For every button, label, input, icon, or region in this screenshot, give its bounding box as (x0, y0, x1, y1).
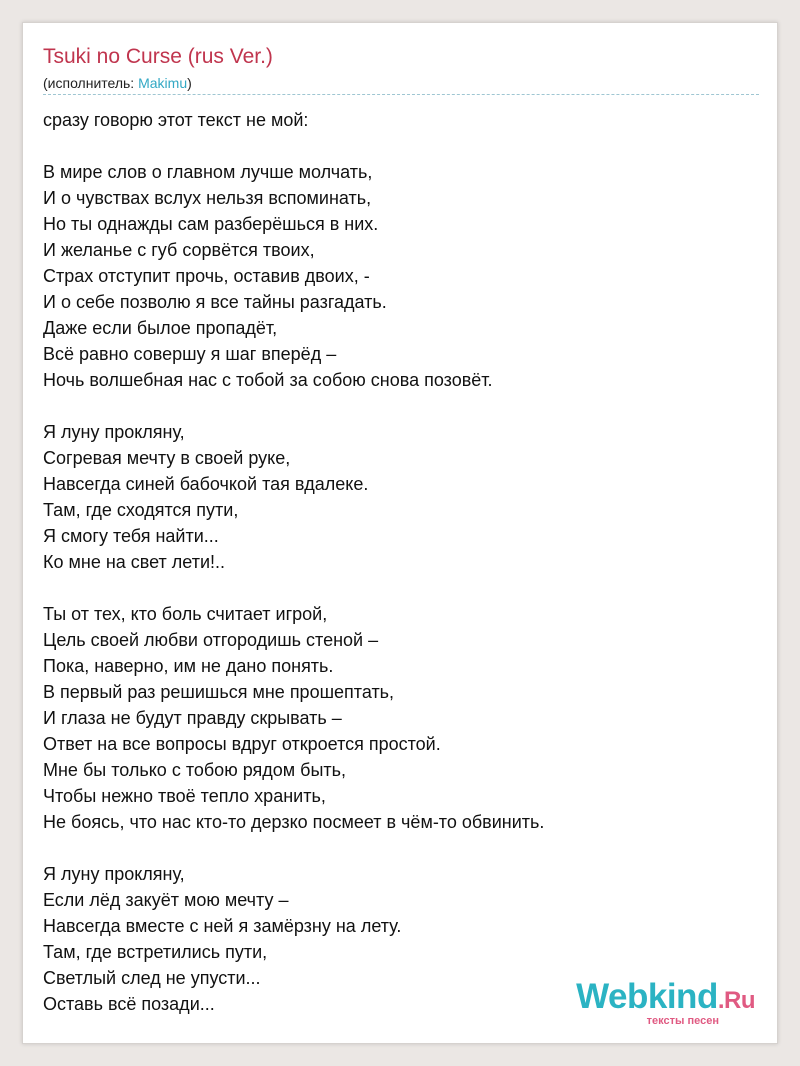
lyric-line: Светлый след не упусти... (43, 968, 261, 988)
logo-tagline: тексты песен (646, 1015, 719, 1027)
lyric-line: И о себе позволю я все тайны разгадать. (43, 292, 387, 312)
lyric-line: И о чувствах вслух нельзя вспоминать, (43, 188, 372, 208)
lyric-line: Мне бы только с тобою рядом быть, (43, 760, 347, 780)
artist-link[interactable]: Makimu (138, 75, 188, 91)
stanza-2 (43, 419, 544, 575)
lyric-line: Согревая мечту в своей руке, (43, 448, 291, 468)
lyric-line: Там, где сходятся пути, (43, 500, 239, 520)
lyric-line: Там, где встретились пути, (43, 942, 268, 962)
lyric-line: В первый раз решишься мне прошептать, (43, 682, 395, 702)
lyric-line: Страх отступит прочь, оставив двоих, - (43, 266, 370, 286)
song-title: Tsuki no Curse (rus Ver.) (43, 45, 273, 68)
lyric-line: Цель своей любви отгородишь стеной – (43, 630, 379, 650)
artist-prefix: (исполнитель: (43, 75, 139, 91)
lyric-line: Ты от тех, кто боль считает игрой, (43, 604, 328, 624)
lyric-line: Ответ на все вопросы вдруг откроется простой. (43, 734, 441, 754)
lyric-line: Навсегда синей бабочкой тая вдалеке. (43, 474, 369, 494)
lyric-line: Пока, наверно, им не дано понять. (43, 656, 334, 676)
lyric-line: Не боясь, что нас кто-то дерзко посмеет в чём-то обвинить. (43, 812, 545, 832)
logo-brand: Webkind (576, 977, 718, 1016)
lyric-line: Я смогу тебя найти... (43, 526, 219, 546)
lyric-line: Чтобы нежно твоё тепло хранить, (43, 786, 326, 806)
stanza-gap (43, 575, 544, 601)
stanza-1 (43, 159, 544, 393)
webkind-logo[interactable] (576, 979, 755, 1027)
lyric-line: В мире слов о главном лучше молчать, (43, 162, 373, 182)
logo-wordmark (576, 979, 755, 1019)
lyric-line: Но ты однажды сам разберёшься в них. (43, 214, 379, 234)
lyric-line: Навсегда вместе с ней я замёрзну на лету. (43, 916, 402, 936)
lyric-line: Я луну прокляну, (43, 864, 185, 884)
logo-tld: .Ru (717, 987, 755, 1014)
lyric-line: Всё равно совершу я шаг вперёд – (43, 344, 337, 364)
stanza-3 (43, 601, 544, 835)
lyrics-card (22, 22, 778, 1044)
divider (43, 94, 759, 95)
lyric-line: И желанье с губ сорвётся твоих, (43, 240, 315, 260)
stanza-gap (43, 393, 544, 419)
lyric-line: И глаза не будут правду скрывать – (43, 708, 342, 728)
stanza-gap (43, 133, 544, 159)
lyrics-intro: сразу говорю этот текст не мой: (43, 110, 309, 130)
lyric-line: Я луну прокляну, (43, 422, 185, 442)
lyric-line: Даже если былое пропадёт, (43, 318, 278, 338)
artist-suffix: ) (187, 75, 192, 91)
artist-line (43, 75, 192, 91)
lyric-line: Если лёд закуёт мою мечту – (43, 890, 289, 910)
lyric-line: Оставь всё позади... (43, 994, 215, 1014)
lyric-line: Ночь волшебная нас с тобой за собою снова позовёт. (43, 370, 493, 390)
stanza-4 (43, 861, 544, 1017)
lyric-line: Ко мне на свет лети!.. (43, 552, 226, 572)
lyrics-body (43, 107, 544, 1017)
stanza-gap (43, 835, 544, 861)
